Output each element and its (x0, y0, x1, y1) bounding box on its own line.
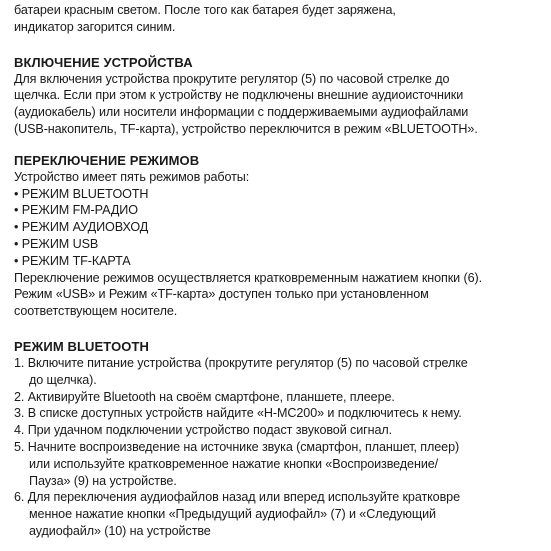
mode-list-item: • РЕЖИМ АУДИОВХОД (14, 220, 149, 235)
intro-section (14, 2, 546, 36)
bluetooth-step: 2. Активируйте Bluetooth на своём смартфоне, планшете, плеере. (14, 389, 395, 404)
mode-list-item: • РЕЖИМ FM-РАДИО (14, 203, 138, 218)
power-on-line: щелчка. Если при этом к устройству не подключены внешние аудиоисточники (14, 88, 464, 103)
bluetooth-step-continuation: до щелчка). (29, 372, 97, 387)
power-on-heading: ВКЛЮЧЕНИЕ УСТРОЙСТВА (14, 54, 193, 70)
modes-line: Режим «USB» и Режим «TF-карта» доступен только при установленном (14, 287, 429, 302)
modes-section (14, 152, 546, 320)
modes-intro: Устройство имеет пять режимов работы: (14, 169, 250, 184)
bluetooth-step: 4. При удачном подключении устройство подаст звуковой сигнал. (14, 423, 393, 438)
bluetooth-step-continuation: или используйте кратковременное нажатие кнопки «Воспроизведение/ (29, 456, 439, 471)
mode-list-item: • РЕЖИМ BLUETOOTH (14, 186, 149, 201)
power-on-line: (аудиокабель) или носители информации с поддерживаемыми аудиофайлами (14, 105, 469, 120)
spacer (14, 138, 546, 152)
bluetooth-step: 1. Включите питание устройства (прокрутите регулятор (5) по часовой стрелке (14, 355, 468, 370)
bluetooth-step: 6. Для переключения аудиофайлов назад или вперед используйте кратковре (14, 490, 460, 505)
spacer (14, 36, 546, 54)
modes-heading: ПЕРЕКЛЮЧЕНИЕ РЕЖИМОВ (14, 152, 200, 168)
mode-list-item: • РЕЖИМ USB (14, 236, 99, 251)
intro-line: индикатор загорится синим. (14, 19, 176, 34)
power-on-line: Для включения устройства прокрутите регулятор (5) по часовой стрелке до (14, 71, 450, 86)
manual-page (14, 2, 546, 540)
bluetooth-step-continuation: менное нажатие кнопки «Предыдущий аудиофайл» (7) и «Следующий (29, 507, 436, 522)
spacer (14, 320, 546, 338)
bluetooth-step: 5. Начните воспроизведение на источнике звука (смартфон, планшет, плеер) (14, 439, 460, 454)
intro-line: батареи красным светом. После того как батарея будет заряжена, (14, 3, 396, 17)
bluetooth-step: 3. В списке доступных устройств найдите «H-MC200» и подключитесь к нему. (14, 406, 462, 421)
bluetooth-step-continuation: Пауза» (9) на устройстве. (29, 473, 177, 488)
bluetooth-section (14, 338, 546, 540)
bluetooth-heading: РЕЖИМ BLUETOOTH (14, 338, 150, 354)
mode-list-item: • РЕЖИМ TF-КАРТА (14, 253, 131, 268)
bluetooth-step-continuation: аудиофайл» (10) на устройстве (29, 523, 211, 538)
power-on-section (14, 54, 546, 138)
modes-line: соответствующем носителе. (14, 304, 178, 319)
power-on-line: (USB-накопитель, TF-карта), устройство переключится в режим «BLUETOOTH». (14, 121, 478, 136)
modes-line: Переключение режимов осуществляется кратковременным нажатием кнопки (6). (14, 270, 482, 285)
